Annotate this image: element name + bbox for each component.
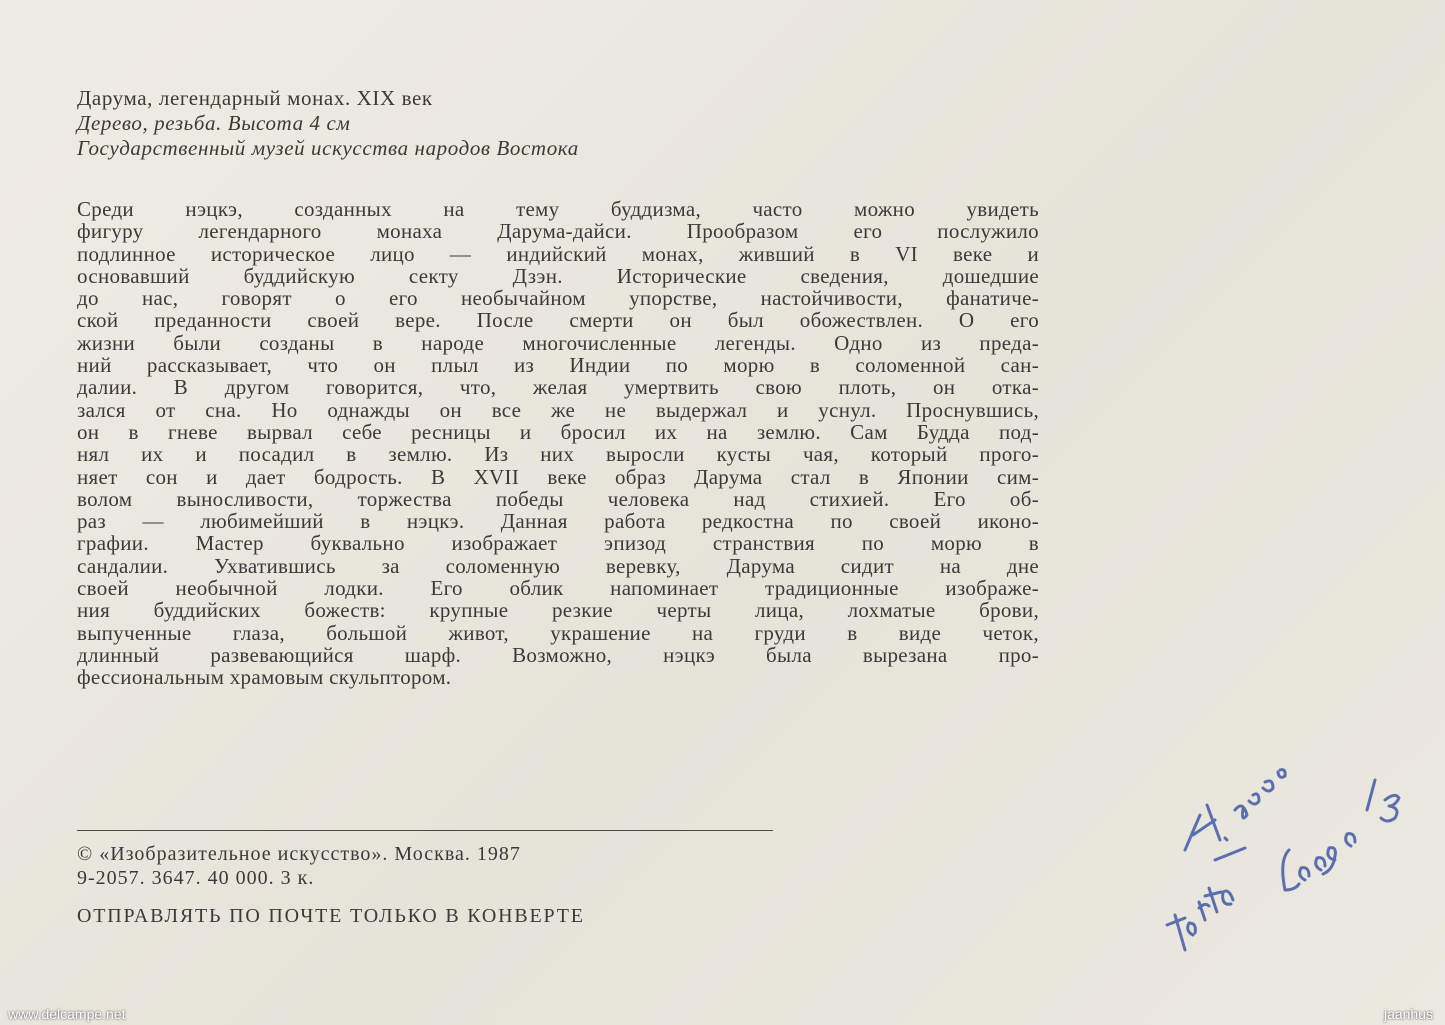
artwork-title: Дарума, легендарный монах. XIX век (77, 86, 433, 110)
description-line: фессиональным храмовым скульптором. (77, 665, 452, 690)
artwork-museum: Государственный музей искусства народов Востока (77, 136, 579, 160)
description-line: до нас, говорят о его необычайном упорстве, настойчивости, фанатиче- (77, 286, 1039, 311)
description-line: ния буддийских божеств: крупные резкие черты лица, лохматые брови, (77, 598, 1039, 623)
description-line: далии. В другом говорится, что, желая умертвить свою плоть, он отка- (77, 375, 1039, 400)
divider-line (77, 830, 773, 831)
publisher-line: © «Изобразительное искусство». Москва. 1987 (77, 843, 521, 865)
print-code: 9-2057. 3647. 40 000. 3 к. (77, 867, 315, 889)
publisher-imprint (77, 842, 521, 890)
artwork-caption (77, 86, 579, 161)
description-line: зался от сна. Но однажды он все же не выдержал и уснул. Проснувшись, (77, 397, 1039, 422)
description-line: он в гневе вырвал себе ресницы и бросил их на землю. Сам Будда под- (77, 419, 1039, 444)
description-line: волом выносливости, торжества победы человека над стихией. Его об- (77, 486, 1039, 511)
watermark-left: www.delcampe.net (8, 1006, 126, 1022)
description-line: своей необычной лодки. Его облик напоминает традиционные изображе- (77, 576, 1039, 601)
description-line: выпученные глаза, большой живот, украшение на груди в виде четок, (77, 620, 1039, 645)
description-line: длинный развевающийся шарф. Возможно, нэцкэ была вырезана про- (77, 642, 1039, 667)
description-line: графии. Мастер буквально изображает эпизод странствия по морю в (77, 531, 1039, 556)
description-line: раз — любимейший в нэцкэ. Данная работа редкостна по своей иконо- (77, 509, 1039, 534)
description-line: няет сон и дает бодрость. В XVII веке образ Дарума стал в Японии сим- (77, 464, 1039, 489)
postal-instruction: ОТПРАВЛЯТЬ ПО ПОЧТЕ ТОЛЬКО В КОНВЕРТЕ (77, 905, 585, 927)
artwork-material: Дерево, резьба. Высота 4 см (77, 111, 351, 135)
description-text (77, 198, 1039, 689)
description-line: фигуру легендарного монаха Дарума-дайси. Прообразом его послужило (77, 219, 1039, 244)
description-line: нял их и посадил в землю. Из них выросли кусты чая, который прого- (77, 442, 1039, 467)
description-line: Среди нэцкэ, созданных на тему буддизма, часто можно увидеть (77, 197, 1039, 221)
watermark-bar (0, 1003, 1445, 1025)
description-line: жизни были созданы в народе многочисленные легенды. Одно из преда- (77, 330, 1039, 355)
description-line: подлинное историческое лицо — индийский монах, живший в VI веке и (77, 241, 1039, 266)
description-line: ской преданности своей вере. После смерти он был обожествлен. О его (77, 308, 1039, 333)
description-line: основавший буддийскую секту Дзэн. Исторические сведения, дошедшие (77, 263, 1039, 288)
description-line: сандалии. Ухватившись за соломенную веревку, Дарума сидит на дне (77, 553, 1039, 578)
description-line: ний рассказывает, что он плыл из Индии по морю в соломенной сан- (77, 353, 1039, 378)
watermark-right: jaanhus (1383, 1006, 1433, 1022)
handwritten-notes-signature (1145, 720, 1445, 1000)
